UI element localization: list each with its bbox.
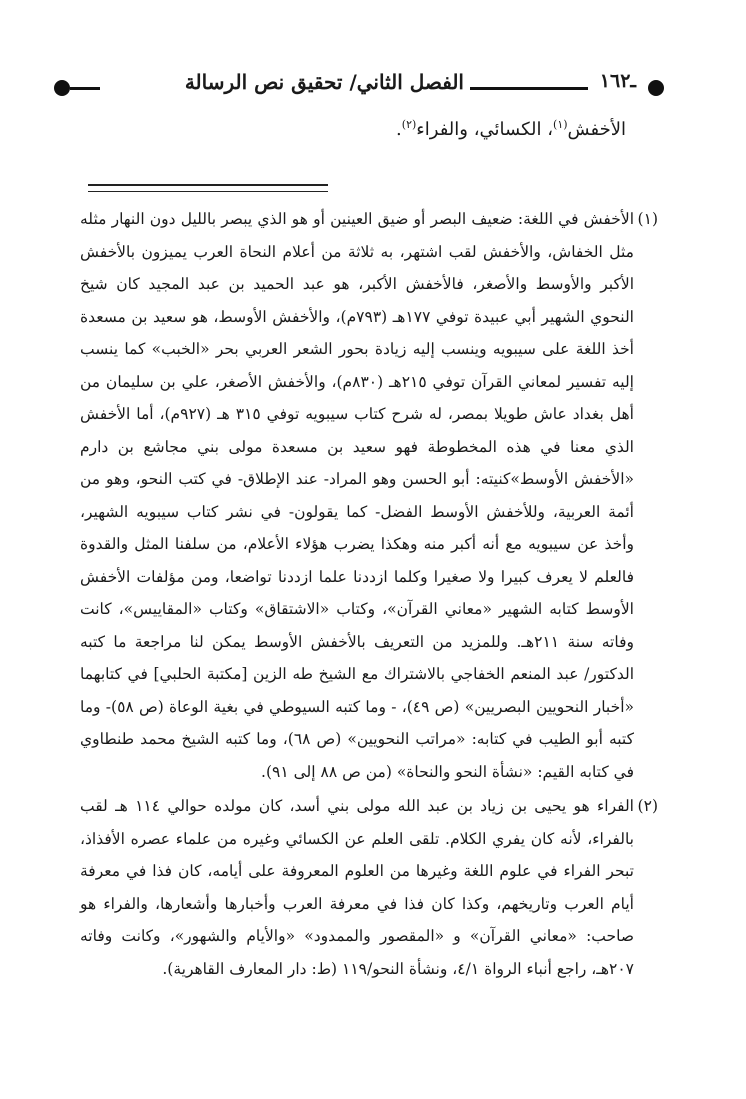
footnote-2 — [80, 790, 658, 985]
header-bullet-right — [648, 80, 664, 96]
footnote-number: (١) — [637, 210, 658, 228]
page-number: ـ١٦٢ — [599, 70, 636, 92]
footnotes — [80, 203, 658, 987]
running-header — [54, 70, 664, 104]
footnote-ref-2[interactable]: (٢) — [401, 118, 417, 131]
chapter-title: الفصل الثاني/ تحقيق نص الرسالة — [184, 70, 464, 94]
body-word-akhfash: الأخفش — [567, 119, 626, 140]
header-rule-left — [70, 87, 100, 90]
footnote-ref-1[interactable]: (١) — [553, 118, 568, 131]
footnote-text: الفراء هو يحيى بن زياد بن عبد الله مولى بني أسد، كان مولده حوالي ١١٤ هـ لقب بالفراء، لأنه كان يفري الكلام. تلقى العلم عن الكسائي وغيره من علماء عصره الأفذاذ، تبحر الفراء في علوم اللغة وغيرها من العلوم المعروفة على أيامه، كان فذا في معرفة أيام العرب وتاريخهم، وكذا كان فذا في معرفة العرب وأخبارها وأشعارها، والفراء هو صاحب: «معاني القرآن» و «المقصور والممدود» «والأيام والشهور»، وكانت وفاته ٢٠٧هـ، راجع أنباء الرواة ٤/١، ونشأة النحو/١١٩ (ط: دار المعارف القاهرية). — [80, 797, 634, 978]
body-text — [396, 118, 626, 140]
body-middle: ، الكسائي، والفراء — [416, 119, 554, 140]
body-end: . — [396, 119, 402, 140]
header-rule-right — [470, 87, 588, 90]
footnote-separator — [88, 184, 328, 192]
footnote-1 — [80, 203, 658, 788]
footnote-number: (٢) — [637, 797, 658, 815]
header-bullet-left — [54, 80, 70, 96]
footnote-text: الأخفش في اللغة: ضعيف البصر أو ضيق العينين أو هو الذي يبصر بالليل دون النهار مثله مثل الخفاش، والأخفش لقب اشتهر، به ثلاثة من أعلام النحاة العرب يميزون بالأخفش الأكبر والأوسط والأصغر، فالأخفش الأكبر، هو عبد الحميد بن عبد المجيد كان شيخ النحوي الشهير أبي عبيدة توفي ١٧٧هـ (٧٩٣م)، والأخفش الأوسط، هو سعيد بن مسعدة أخذ اللغة على سيبويه وينسب إليه زيادة بحور الشعر العربي بحر «الخبب» كما ينسب إليه تفسير لمعاني القرآن توفي ٢١٥هـ (٨٣٠م)، والأخفش الأصغر، علي بن سليمان من أهل بغداد عاش طويلا بمصر، له شرح كتاب سيبويه توفي ٣١٥ هـ (٩٢٧م)، أما الأخفش الذي معنا في هذه المخطوطة فهو سعيد بن مسعدة مولى بني مجاشع بن دارم «الأخفش الأوسط»كنيته: أبو الحسن وهو المراد- عند الإطلاق- في كتب النحو، وهو من أئمة العربية، وللأخفش الأوسط الفضل- كما يقولون- في نشر كتاب سيبويه الشهير، وأخذ عن سيبويه مع أنه أكبر منه وهكذا يضرب هؤلاء الأعلام، من سلفنا المثل والقدوة فالعلم لا يعرف كبيرا ولا صغيرا وكلما ازددنا علما ازددنا تواضعا، ومن مؤلفات الأخفش الأوسط كتابه الشهير «معاني القرآن»، وكتاب «الاشتقاق» وكتاب «المقاييس»، كانت وفاته سنة ٢١١هـ. وللمزيد من التعريف بالأخفش الأوسط يمكن لنا مراجعة ما كتبه الدكتور/ عبد المنعم الخفاجي بالاشتراك مع الشيخ طه الزين [مكتبة الحلبي] في كتابهما «أخبار النحويين البصريين» (ص ٤٩)، - وما كتبه السيوطي في بغية الوعاة (ص ٥٨)- وما كتبه أبو الطيب في كتابه: «مراتب النحويين» (ص ٦٨)، وما كتبه الشيخ محمد طنطاوي في كتابه القيم: «نشأة النحو والنحاة» (من ص ٨٨ إلى ٩١). — [80, 210, 634, 781]
